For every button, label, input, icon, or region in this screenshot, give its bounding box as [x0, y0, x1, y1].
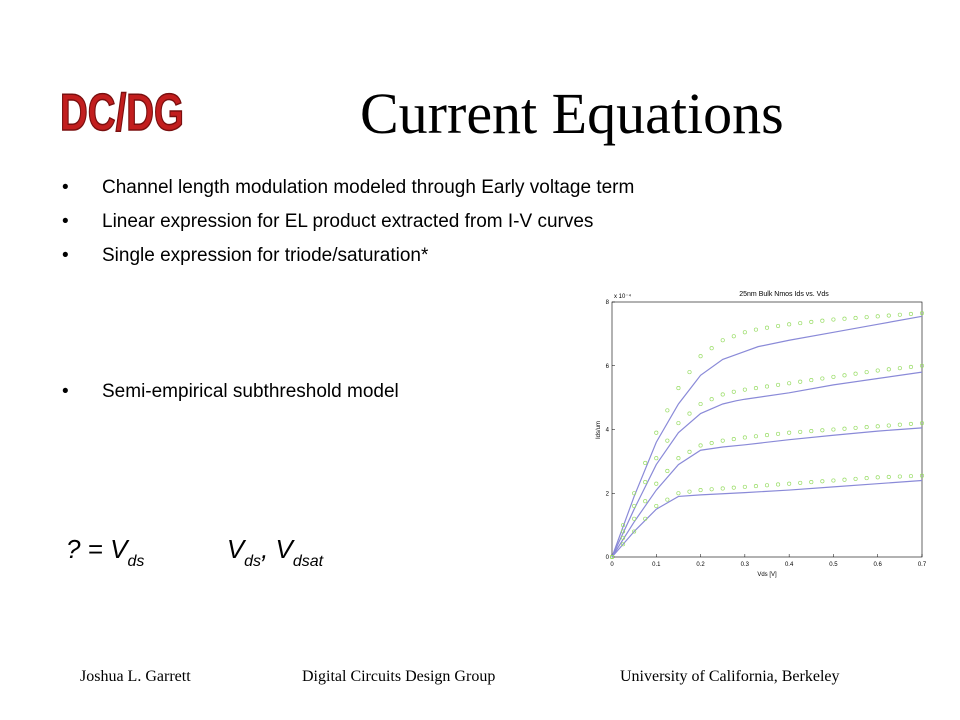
- equation-term1-sub: ds: [244, 553, 262, 570]
- bullet-text: Channel length modulation modeled through Early voltage term: [102, 177, 635, 198]
- bullet-icon: •: [62, 177, 69, 198]
- dcdg-logo: [58, 82, 186, 142]
- logo-text: DC/DG: [60, 84, 184, 142]
- equation-lhs-sub: ds: [127, 553, 145, 570]
- bullet-text: Linear expression for EL product extracted from I-V curves: [102, 211, 594, 232]
- y-tick-label: 8: [605, 300, 609, 306]
- equation: [66, 534, 324, 570]
- chart-title: 25nm Bulk Nmos Ids vs. Vds: [739, 291, 829, 298]
- x-tick-label: 0.4: [784, 562, 794, 568]
- bullet-icon: •: [62, 211, 69, 232]
- footer-author: Joshua L. Garrett: [80, 668, 191, 685]
- x-tick-label: 0.1: [652, 562, 661, 568]
- ids-vs-vds-chart: [588, 284, 936, 582]
- equation-term2: V: [275, 534, 293, 564]
- footer-group: Digital Circuits Design Group: [302, 668, 496, 685]
- x-tick-label: 0.5: [829, 562, 838, 568]
- bullet-text: Semi-empirical subthreshold model: [102, 381, 399, 402]
- bullet-icon: •: [62, 381, 69, 402]
- slide-title: Current Equations: [360, 81, 784, 146]
- x-tick-label: 0.3: [740, 562, 750, 568]
- y-tick-label: 2: [605, 491, 609, 498]
- bullet-icon: •: [62, 245, 69, 266]
- footer-university: University of California, Berkeley: [620, 668, 840, 685]
- plot-frame: [612, 302, 922, 557]
- equation-separator: ,: [261, 534, 269, 564]
- y-tick-label: 4: [605, 427, 609, 434]
- bullet-text: Single expression for triode/saturation*: [102, 245, 429, 266]
- y-tick-label: 6: [605, 363, 609, 370]
- x-axis-label: Vds [V]: [757, 572, 777, 578]
- y-tick-label: 0: [605, 555, 609, 561]
- equation-term2-sub: dsat: [292, 553, 324, 570]
- x-tick-label: 0: [610, 562, 614, 568]
- x-tick-label: 0.7: [917, 562, 927, 568]
- equation-lhs: ? = V: [66, 534, 128, 564]
- y-axis-label: Ids/um: [596, 420, 602, 440]
- equation-term1: V: [226, 534, 245, 564]
- x-tick-label: 0.2: [696, 562, 705, 568]
- x-tick-label: 0.6: [873, 562, 882, 568]
- y-multiplier-label: x 10⁻⁴: [614, 294, 632, 300]
